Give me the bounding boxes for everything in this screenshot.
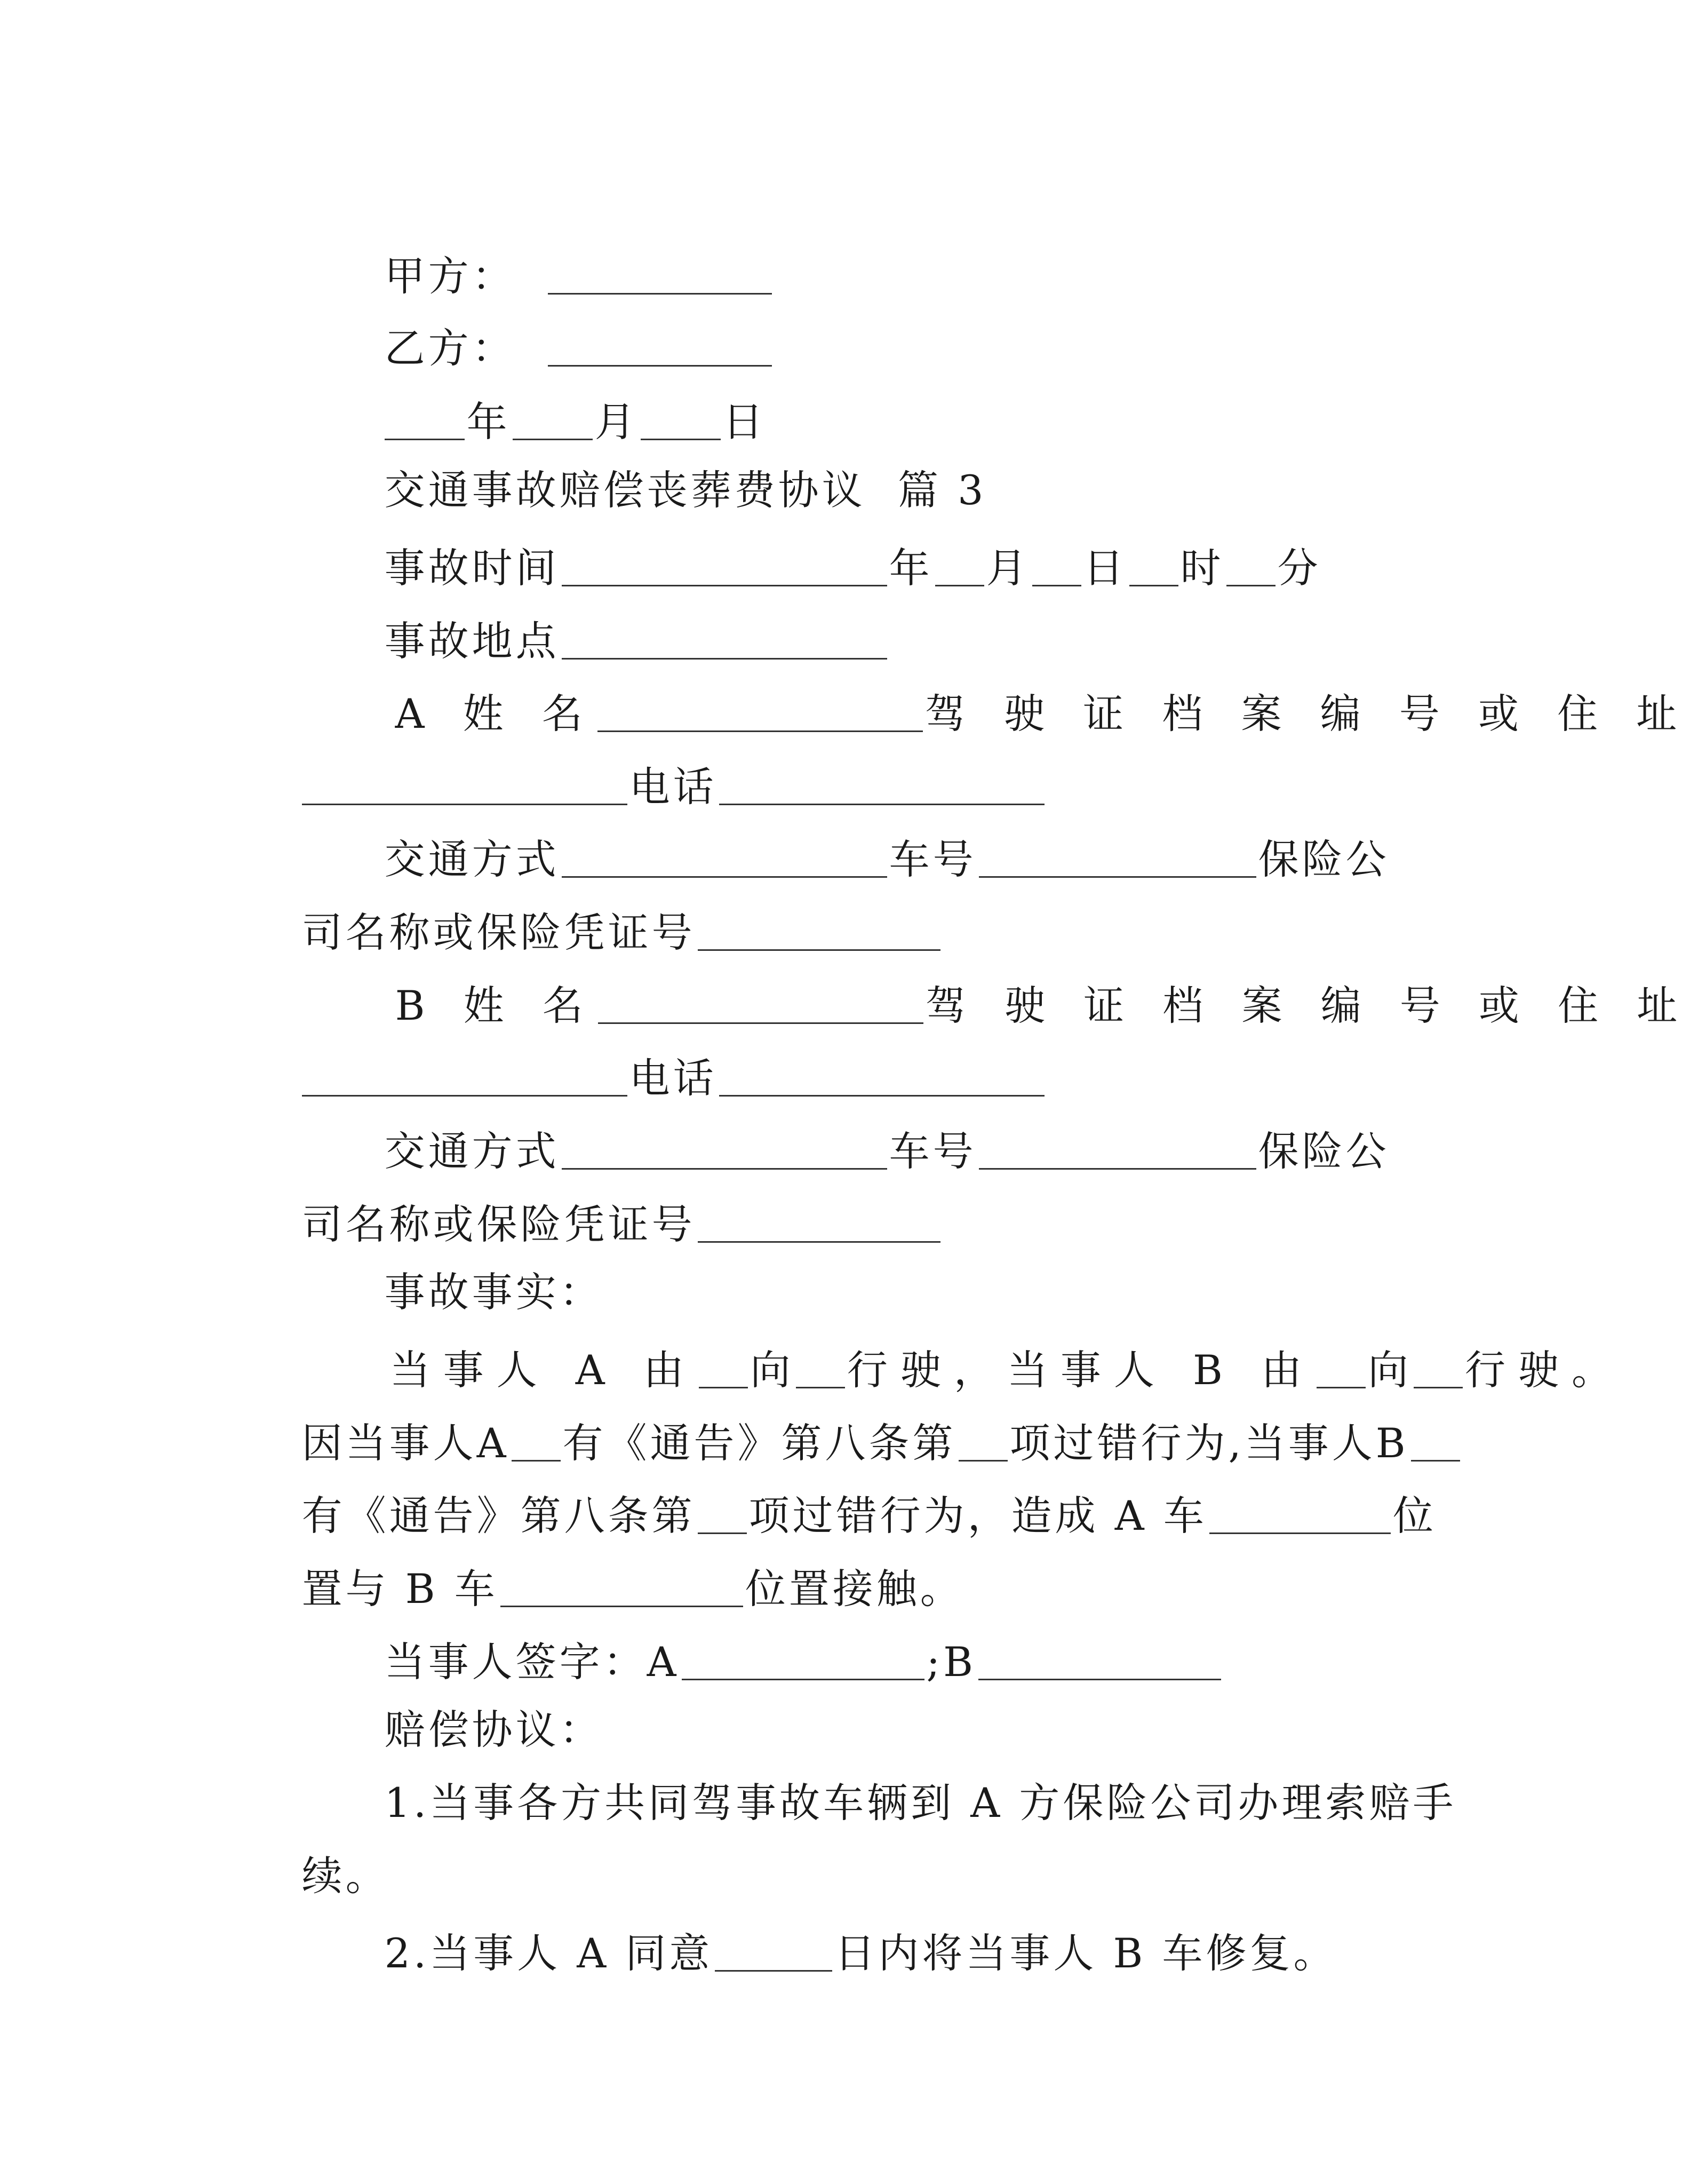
accident-time-month: 月 (986, 544, 1030, 592)
a-insurance-label-2: 司名称或保险凭证号 (301, 909, 696, 956)
item-1b: 续。 (301, 1852, 389, 1900)
b-name-label: B 姓 名 (395, 982, 596, 1029)
signature-b-blank[interactable] (978, 1641, 1221, 1680)
accident-time-day: 日 (1083, 544, 1127, 592)
accident-time-minute: 分 (1277, 544, 1321, 592)
facts-1d: 向 (1368, 1346, 1412, 1394)
a-insurance-label-1: 保险公 (1258, 836, 1390, 883)
b-phone-label: 电话 (629, 1054, 717, 1102)
a-license-label: 驾 驶 证 档 案 编 号 或 住 址 (924, 690, 1690, 737)
facts-1b: 向 (750, 1346, 794, 1394)
accident-day-blank[interactable] (1032, 547, 1081, 586)
item-1-line (320, 1742, 1456, 1864)
a-transport-label: 交通方式 (384, 836, 560, 883)
facts-4b: 位置接触。 (745, 1565, 964, 1613)
b-license-label: 驾 驶 证 档 案 编 号 或 住 址 (925, 982, 1690, 1029)
signature-a-blank[interactable] (682, 1641, 924, 1680)
b-plate-blank[interactable] (979, 1131, 1256, 1170)
accident-place-label: 事故地点 (384, 617, 560, 665)
signature-b-label: ;B (926, 1638, 976, 1686)
party-a-label: 甲方： (384, 252, 516, 300)
item-2b: 日内将当事人 B 车修复。 (834, 1929, 1337, 1977)
facts-1c: 行驶，当事人 B 由 (847, 1346, 1315, 1394)
facts-3-a-position-blank[interactable] (1209, 1495, 1391, 1534)
b-insurance-blank[interactable] (698, 1204, 940, 1243)
accident-time-hour: 时 (1180, 544, 1224, 592)
accident-time-year: 年 (889, 544, 933, 592)
facts-2a: 因当事人A (301, 1419, 509, 1467)
facts-3b: 项过错行为，造成 A 车 (748, 1492, 1207, 1539)
party-b-label: 乙方： (384, 324, 516, 372)
facts-2b: 有《通告》第八条第 (562, 1419, 956, 1467)
facts-1e: 行驶。 (1465, 1346, 1625, 1394)
accident-hour-blank[interactable] (1129, 547, 1178, 586)
item-1a: 1.当事各方共同驾事故车辆到 A 方保险公司办理索赔手 (384, 1779, 1457, 1826)
section-title-text: 交通事故赔偿丧葬费协议 篇 3 (384, 466, 987, 514)
facts-2c: 项过错行为,当事人B (1009, 1419, 1409, 1467)
item-2a: 2.当事人 A 同意 (384, 1929, 713, 1977)
signature-label: 当事人签字：A (384, 1638, 680, 1686)
date-month-label: 月 (594, 398, 639, 446)
date-year-label: 年 (466, 398, 511, 446)
b-transport-label: 交通方式 (384, 1127, 560, 1175)
accident-time-label: 事故时间 (384, 544, 560, 592)
accident-minute-blank[interactable] (1226, 547, 1276, 586)
facts-3a: 有《通告》第八条第 (301, 1492, 696, 1539)
a-name-label: A 姓 名 (395, 690, 595, 737)
b-insurance-label-2: 司名称或保险凭证号 (301, 1201, 696, 1248)
item-2-days-blank[interactable] (715, 1933, 832, 1972)
b-insurance-label-1: 保险公 (1258, 1127, 1390, 1175)
facts-4a: 置与 B 车 (301, 1565, 498, 1613)
compensation-heading: 赔偿协议： (384, 1706, 603, 1753)
a-plate-blank[interactable] (979, 839, 1256, 878)
date-day-label: 日 (722, 398, 767, 446)
a-plate-label: 车号 (889, 836, 977, 883)
facts-3c: 位 (1392, 1492, 1437, 1539)
accident-month-blank[interactable] (935, 547, 984, 586)
item-2-line (320, 1888, 1337, 2014)
b-plate-label: 车号 (889, 1127, 977, 1175)
a-phone-label: 电话 (629, 763, 717, 811)
facts-1a: 当事人 A 由 (389, 1346, 697, 1394)
facts-heading: 事故事实： (384, 1268, 603, 1316)
